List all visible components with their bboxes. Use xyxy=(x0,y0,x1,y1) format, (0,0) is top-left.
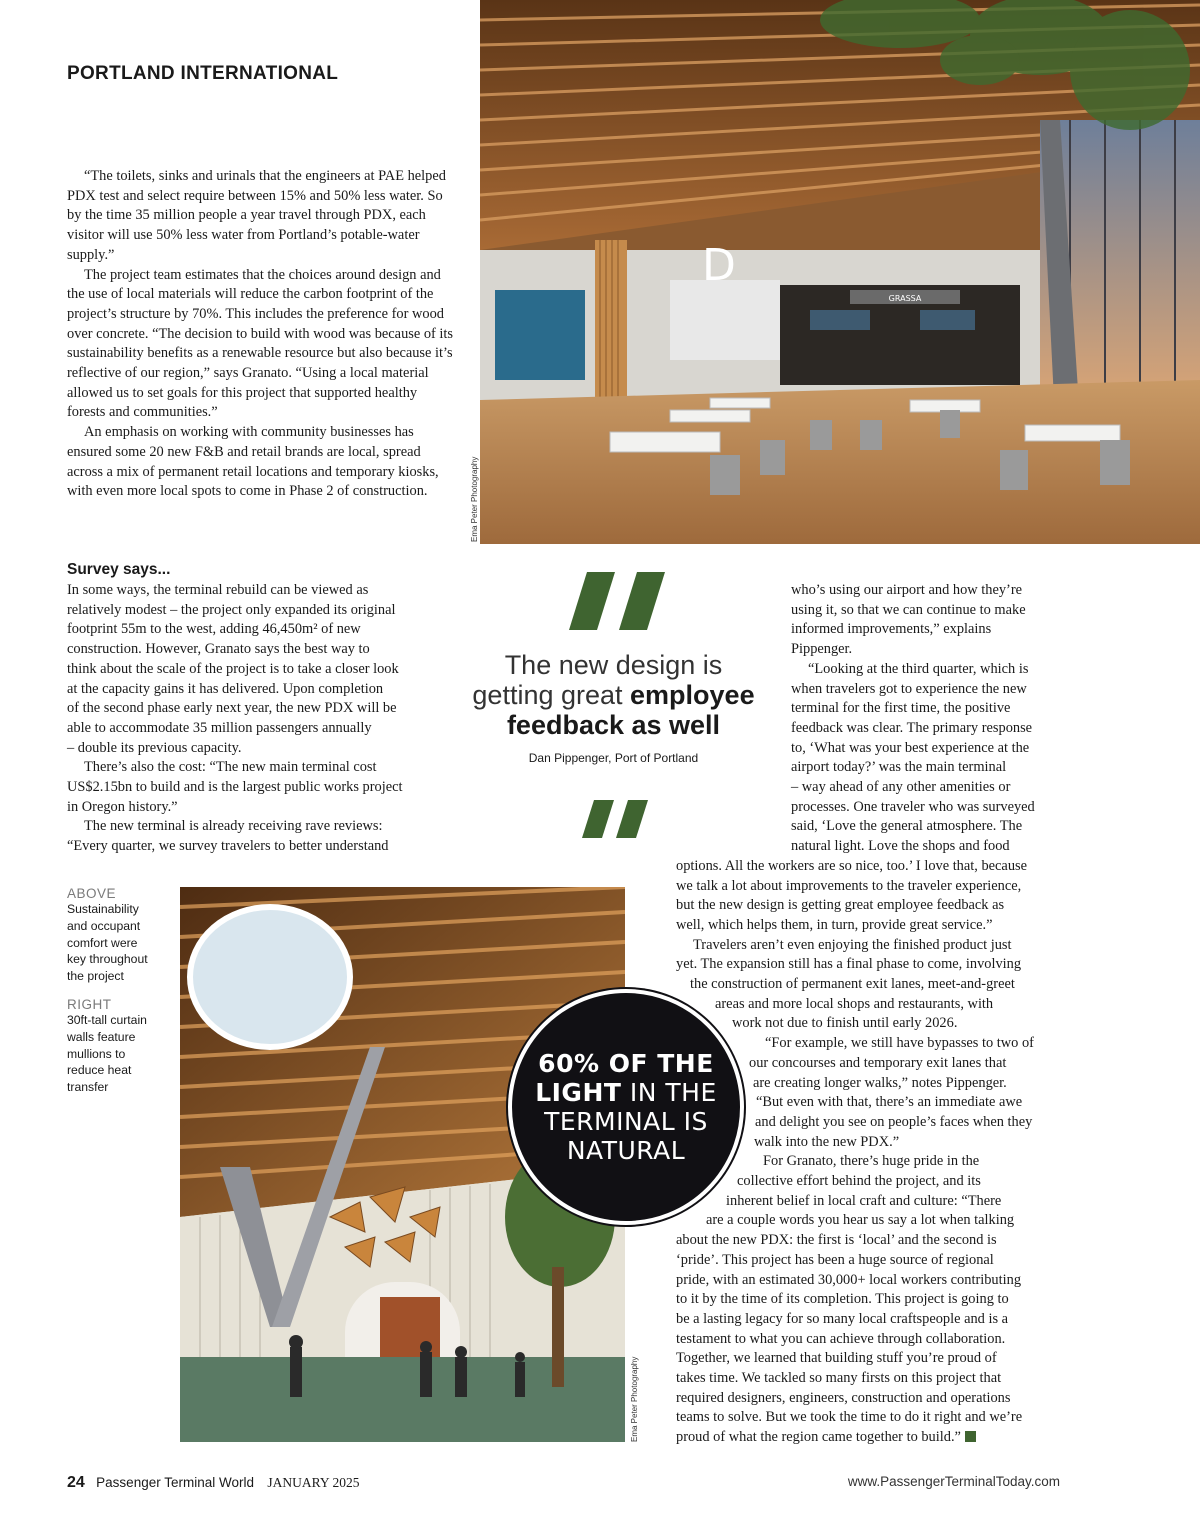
terminal-photo-illustration xyxy=(480,0,1200,544)
text-line: options. All the workers are so nice, too.’ I love that, because xyxy=(676,857,1028,874)
caption-line: Sustainability xyxy=(67,902,139,916)
text-line: areas and more local shops and restaurants, with xyxy=(715,995,994,1012)
bottom-photo-credit: Ema Peter Photography xyxy=(630,1356,639,1442)
website-link[interactable]: www.PassengerTerminalToday.com xyxy=(847,1474,1060,1489)
subhead-survey: Survey says... xyxy=(67,561,171,578)
text-line: our concourses and temporary exit lanes that xyxy=(749,1054,1007,1071)
text-line: be a lasting legacy for so many local craftspeople and is a xyxy=(676,1310,1009,1327)
text-line: processes. One traveler who was surveyed xyxy=(791,798,1035,815)
column-1-top xyxy=(67,167,455,502)
text-line: natural light. Love the shops and food xyxy=(791,838,1010,855)
caption-line: transfer xyxy=(67,1080,109,1095)
caption-line: the project xyxy=(67,969,124,984)
text-line: the construction of permanent exit lanes, meet-and-greet xyxy=(690,976,1015,992)
text-line: – way ahead of any other amenities or xyxy=(791,779,1011,795)
text-line: construction. However, Granato says the best way to xyxy=(67,641,370,658)
text-line: terminal for the first time, the positive xyxy=(791,700,1011,717)
text-line: takes time. We tackled so many firsts on this project that xyxy=(676,1370,1002,1386)
stat-line: NATURAL xyxy=(566,1136,686,1165)
text-line: in Oregon history.” xyxy=(67,798,178,815)
text-line: collective effort behind the project, and its xyxy=(737,1173,981,1189)
text-line: footprint 55m to the west, adding 46,450m² of new xyxy=(67,621,361,638)
text-line: but the new design is getting great employee feedback as xyxy=(676,897,1005,914)
magazine-name: Passenger Terminal World xyxy=(96,1475,254,1490)
text-line: required designers, engineers, construction and operations xyxy=(676,1389,1011,1406)
column-3 xyxy=(0,581,1200,1461)
text-line: when travelers got to experience the new xyxy=(791,680,1027,697)
pull-quote-attribution: Dan Pippenger, Port of Portland xyxy=(528,751,699,765)
issue-date: JANUARY 2025 xyxy=(267,1475,360,1490)
text-line: well, which helps them, in turn, provide great service.” xyxy=(676,916,993,933)
text-line: at the capacity gains it has delivered. Upon completion xyxy=(67,680,384,697)
text-line: Travelers aren’t even enjoying the finished product just xyxy=(693,936,1012,953)
text-line: In some ways, the terminal rebuild can be viewed as xyxy=(67,582,369,598)
caption-above-head: ABOVE xyxy=(67,886,117,901)
text-line: informed improvements,” explains xyxy=(791,621,992,638)
text-line: relatively modest – the project only expanded its original xyxy=(67,601,396,618)
text-line: “But even with that, there’s an immediate awe xyxy=(756,1094,1023,1111)
text-line: ‘pride’. This project has been a huge source of regional xyxy=(676,1251,994,1268)
text-line: teams to solve. But we took the time to do it right and we’re xyxy=(676,1409,1023,1426)
text-line: of the second phase early next year, the new PDX will be xyxy=(67,700,397,717)
caption-right-head: RIGHT xyxy=(67,996,112,1012)
text-line: Together, we learned that building stuff you’re proud of xyxy=(676,1350,997,1367)
caption-line: mullions to xyxy=(67,1046,126,1061)
terminal-photo-top xyxy=(480,0,1200,544)
stat-line: TERMINAL IS xyxy=(544,1107,708,1136)
text-line: who’s using our airport and how they’re xyxy=(791,582,1023,598)
pull-quote-emphasis: employee xyxy=(630,680,755,710)
text-line: said, ‘Love the general atmosphere. The xyxy=(791,818,1023,835)
text-line: work not due to finish until early 2026. xyxy=(732,1015,958,1032)
text-line-last xyxy=(676,1428,976,1448)
shop-sign: GRASSA xyxy=(888,294,922,303)
caption-line: and occupant xyxy=(67,918,141,933)
paragraph-carbon: The project team estimates that the choices around design and the use of local materials will reduce the carbon footprint of the project’s structure by 70%. This includes the preference for wood over concrete. “The decision to build with wood was because of its sustainability benefits as a renewable resource but also because it’s reflective of our region,” says Granato. “Using a local material allowed us to set goals for this project that supported healthy forests and communities.” xyxy=(67,266,454,421)
text-line: “Every quarter, we survey travelers to better understand xyxy=(67,838,389,855)
paragraph-water: “The toilets, sinks and urinals that the engineers at PAE helped PDX test and select require between 15% and 50% less water. So by the time 35 million people a year travel through PDX, each visitor will use 50% less water from Portland’s potable-water supply.” xyxy=(67,168,446,263)
page-number: 24 xyxy=(67,1474,85,1491)
caption-line: walls feature xyxy=(67,1029,136,1044)
text-line: “Looking at the third quarter, which is xyxy=(808,660,1029,677)
text-line: inherent belief in local craft and culture: “There xyxy=(726,1192,1002,1209)
concourse-sign-letter: D xyxy=(702,240,736,291)
text-line: – double its previous capacity. xyxy=(67,739,242,756)
text-line: “For example, we still have bypasses to two of xyxy=(765,1035,1034,1052)
text-line: able to accommodate 35 million passengers annually xyxy=(67,719,372,736)
text-line: yet. The expansion still has a final phase to come, involving xyxy=(676,956,1022,973)
footer-left xyxy=(67,1474,360,1492)
text-line: pride, with an estimated 30,000+ local workers contributing xyxy=(676,1271,1022,1288)
text-line: about the new PDX: the first is ‘local’ and the second is xyxy=(676,1232,997,1249)
text-line: Pippenger. xyxy=(791,641,853,658)
text-line: we talk a lot about improvements to the traveler experience, xyxy=(676,877,1022,894)
text-line: feedback was clear. The primary response xyxy=(791,719,1033,736)
pull-quote-line: The new design is xyxy=(504,650,723,680)
text-line: to it by the time of its completion. This project is going to xyxy=(676,1291,1009,1308)
text-line: to, ‘What was your best experience at the xyxy=(791,739,1030,756)
text-line: walk into the new PDX.” xyxy=(754,1133,900,1150)
text-line: testament to what you can achieve through collaboration. xyxy=(676,1330,1006,1347)
text-line: US$2.15bn to build and is the largest public works project xyxy=(67,779,403,796)
text-line: are creating longer walks,” notes Pippenger. xyxy=(753,1074,1007,1091)
caption-line: reduce heat xyxy=(67,1063,132,1078)
end-mark-icon xyxy=(965,1431,976,1442)
text-line: proud of what the region came together to build.” xyxy=(676,1429,961,1446)
text-line: are a couple words you hear us say a lot when talking xyxy=(706,1212,1015,1229)
stat-line-bold: LIGHT xyxy=(535,1078,622,1107)
stat-line: 60% OF THE xyxy=(538,1049,714,1078)
top-photo-credit: Ema Peter Photography xyxy=(470,456,479,542)
text-line: think about the scale of the project is to take a closer look xyxy=(67,660,399,677)
text-line: using it, so that we can continue to make xyxy=(791,601,1026,618)
text-line: and delight you see on people’s faces when they xyxy=(755,1113,1033,1130)
stat-line: IN THE xyxy=(621,1078,717,1107)
text-line: There’s also the cost: “The new main terminal cost xyxy=(84,759,377,776)
text-line: The new terminal is already receiving rave reviews: xyxy=(84,818,383,835)
text-line: For Granato, there’s huge pride in the xyxy=(763,1153,980,1170)
caption-line: key throughout xyxy=(67,952,148,967)
caption-line: comfort were xyxy=(67,935,138,950)
text-line: airport today?’ was the main terminal xyxy=(791,759,1007,776)
section-title: PORTLAND INTERNATIONAL xyxy=(67,63,339,84)
pull-quote-emphasis: feedback as well xyxy=(506,710,721,740)
paragraph-local-business: An emphasis on working with community businesses has ensured some 20 new F&B and retail brands are local, spread across a mix of permanent retail locations and temporary kiosks, with even more local spots to come in Phase 2 of construction. xyxy=(67,424,439,500)
pull-quote-line: getting great xyxy=(472,680,623,710)
caption-line: 30ft-tall curtain xyxy=(67,1012,147,1027)
